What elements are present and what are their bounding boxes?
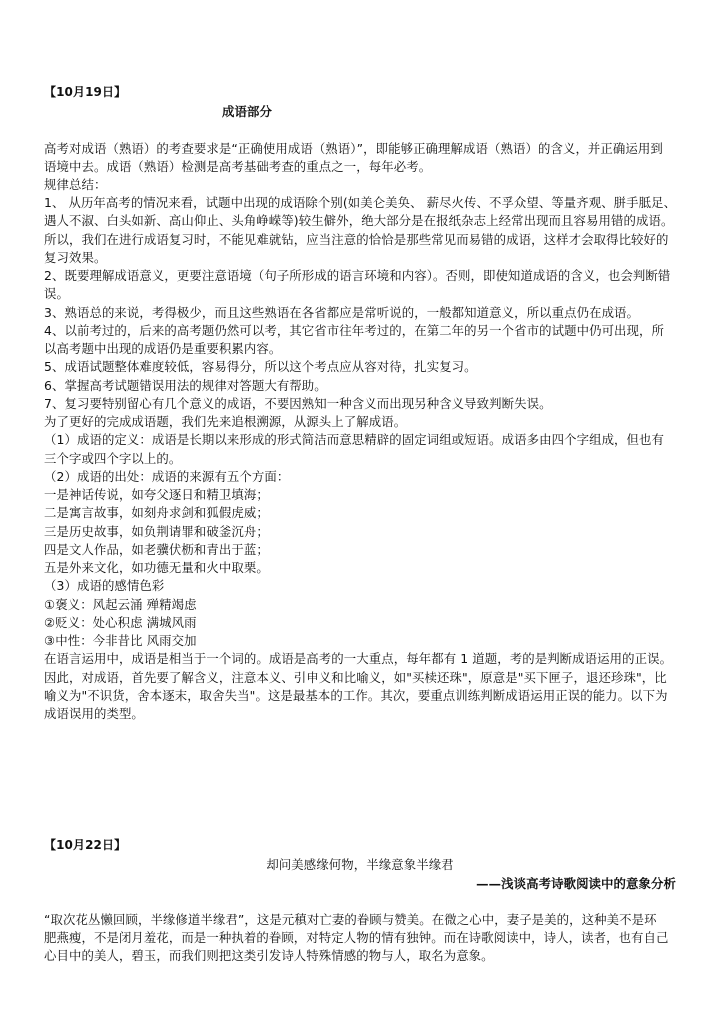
origin-item: 四是文人作品，如老骥伏枥和青出于蓝； [44, 542, 269, 557]
section2-body-line: “取次花丛懒回顾，半缘修道半缘君”，这是元稹对亡妻的眷顾与赞美。在微之心中，妻子是美的，这种美不是环 [44, 912, 657, 927]
usage-line: 喻义为"不识货，舍本逐末，取舍失当"。这是最基本的工作。其次，要重点训练判断成语运用正误的能力。以下为 [44, 688, 668, 703]
section1-date: 【10月19日】 [44, 85, 127, 99]
section2-title: 却问美感缘何物，半缘意象半缘君 [266, 857, 454, 872]
usage-line: 因此，对成语，首先要了解含义，注意本义、引申义和比喻义，如"买椟还珠"，原意是"买下匣子，退还珍珠"，比 [44, 670, 667, 685]
color-item: ②贬义：处心积虑 满城风雨 [44, 615, 197, 630]
rule-line: 2、既要理解成语意义，更要注意语境（句子所形成的语言环境和内容）。否则，即使知道成语的含义，也会判断错 [44, 268, 671, 283]
rule-line: 1、 从历年高考的情况来看，试题中出现的成语除个别(如美仑美奂、 薪尽火传、不孚众望、等量齐观、胼手胝足、 [44, 195, 677, 210]
rule-line: 7、复习要特别留心有几个意义的成语，不要因熟知一种含义而出现另种含义导致判断失误。 [44, 396, 552, 411]
intro-line: 高考对成语（熟语）的考查要求是“正确使用成语（熟语）”，即能够正确理解成语（熟语）的含义，并正确运用到 [44, 141, 663, 156]
rule-line: 遇人不淑、白头如新、高山仰止、头角峥嵘等)较生僻外，绝大部分是在报纸杂志上经常出现而且容易用错的成语。 [44, 213, 674, 228]
section2-body-line: 心目中的美人，碧玉，而我们则把这类引发诗人特殊情感的物与人，取名为意象。 [44, 948, 494, 963]
section2-subtitle: ——浅谈高考诗歌阅读中的意象分析 [476, 876, 676, 891]
usage-line: 在语言运用中，成语是相当于一个词的。成语是高考的一大重点，每年都有 1 道题，考的是判断成语运用的正误。 [44, 651, 673, 666]
section2-date: 【10月22日】 [44, 838, 127, 852]
purpose-line: 为了更好的完成成语题，我们先来追根溯源，从源头上了解成语。 [44, 414, 407, 429]
definition-line: （1）成语的定义：成语是长期以来形成的形式简洁而意思精辟的固定词组或短语。成语多由四个字组成，但也有 [44, 432, 665, 447]
rule-line: 以高考题中出现的成语仍是重要积累内容。 [44, 341, 282, 356]
color-item: ①褒义：风起云涌 殚精竭虑 [44, 597, 197, 612]
origin-item: 三是历史故事，如负荆请罪和破釜沉舟； [44, 524, 269, 539]
origin-item: 二是寓言故事，如刻舟求剑和狐假虎威； [44, 505, 269, 520]
rule-line: 复习效果。 [44, 250, 107, 265]
rule-line: 误。 [44, 286, 69, 301]
rule-line: 5、成语试题整体难度较低，容易得分，所以这个考点应从容对待，扎实复习。 [44, 359, 477, 374]
section2-body-line: 肥燕瘦，不是闭月羞花，而是一种执着的眷顾，对特定人物的情有独钟。而在诗歌阅读中，诗人，读者，也有自己 [44, 930, 669, 945]
section1-title: 成语部分 [222, 104, 272, 119]
color-item: ③中性：今非昔比 风雨交加 [44, 633, 197, 648]
definition-line: 三个字或四个字以上的。 [44, 451, 182, 466]
rule-line: 3、熟语总的来说，考得极少，而且这些熟语在各省都应是常听说的，一般都知道意义，所以重点仍在成语。 [44, 305, 640, 320]
usage-line: 成语误用的类型。 [44, 706, 144, 721]
origin-item: 一是神话传说，如夸父逐日和精卫填海； [44, 487, 269, 502]
rules-heading: 规律总结： [44, 177, 107, 192]
origin-heading: （2）成语的出处：成语的来源有五个方面： [44, 469, 290, 484]
rule-line: 所以，我们在进行成语复习时，不能见难就钻，应当注意的恰恰是那些常见而易错的成语，这样才会取得比较好的 [44, 232, 669, 247]
color-heading: （3）成语的感情色彩 [44, 578, 165, 593]
rule-line: 6、掌握高考试题错误用法的规律对答题大有帮助。 [44, 378, 327, 393]
rule-line: 4、以前考过的，后来的高考题仍然可以考，其它省市往年考过的，在第二年的另一个省市的试题中仍可出现，所 [44, 323, 665, 338]
intro-line: 语境中去。成语（熟语）检测是高考基础考查的重点之一，每年必考。 [44, 159, 432, 174]
origin-item: 五是外来文化，如功德无量和火中取栗。 [44, 560, 269, 575]
